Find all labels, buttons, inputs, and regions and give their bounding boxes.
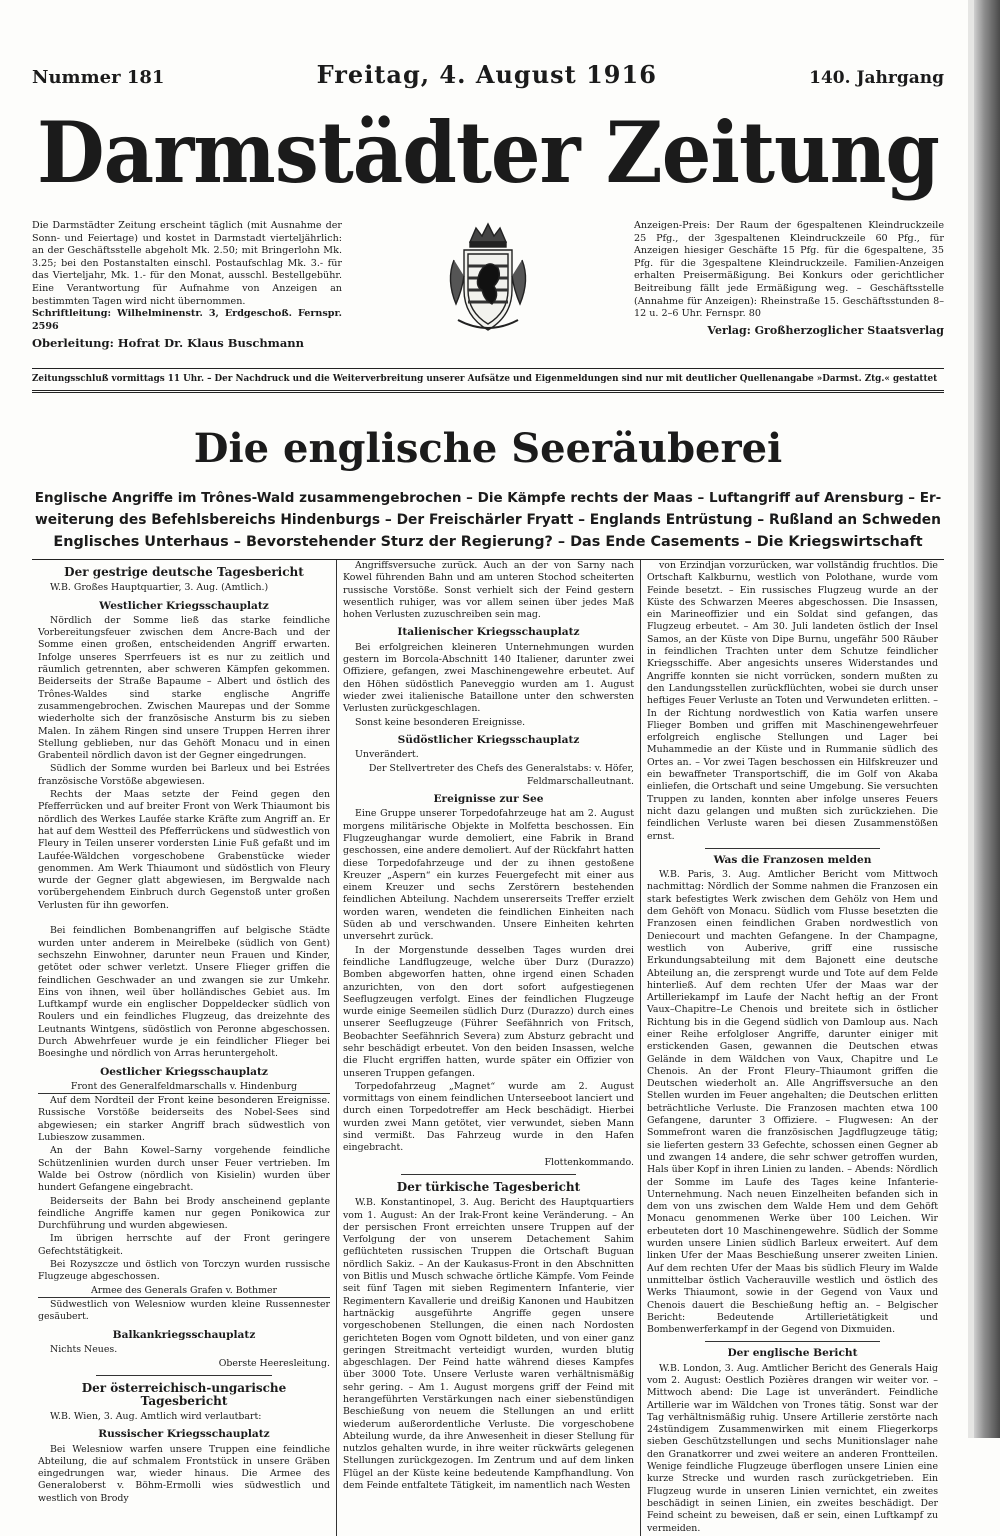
paragraph: Auf dem Nordteil der Front keine besonderen Ereignisse. Russische Vorstöße beiderseits des Nobel-Sees sind abgewiesen; ein starker Angriff brach südwestlich von Lubieszow zusammen. (38, 1095, 330, 1144)
section-heading: Der englische Bericht (727, 1347, 858, 1360)
subsection-heading: Oestlicher Kriegsschauplatz (100, 1065, 268, 1078)
paragraph: von Erzindjan vorzurücken, war vollständig fruchtlos. Die Ortschaft Kalkburnu, westlich von Polothane, wurde vom Feinde besetzt. – Ein russisches Flugzeug wurde an der Küste des Schwarzen Meeres abgeschossen. Die Insassen, ein Marineoffizier und ein Soldat sind gefangen, das Flugzeug erbeutet. – Am 30. Juli landeten östlich der Insel Samos, an der Küste von Dipe Burnu, ungefähr 500 Räuber in feindlichen Trachten unter dem Schutze feindlicher Kriegsschiffe. Aber angesichts unseres Widerstandes und Angriffe konnten sie nicht vorrücken, sondern mußten zu den Landungsstellen zurückflüchten, wobei sie durch unser heftiges Feuer Verluste an Toten und Verwundeten erlitten. – In der Richtung nordwestlich von Katia warfen unsere Flieger Bomben und griffen mit Maschinengewehrfeuer erfolgreich englische Stellungen und Lager bei Muhammedie an der Küste und in Rummanie südlich des Ortes an. – Vor zwei Tagen beschossen ein Hilfskreuzer und ein bewaffneter Transportschiff, die im Golf von Akaba einliefen, die Ortschaft und seine Umgebung. Sie versuchten Truppen zu landen, konnten aber infolge unseres Feuers nicht dazu gelangen und mußten sich zurückziehen. Die feindlichen Verluste waren bei diesen Zusammenstößen ernst. (647, 560, 938, 842)
editorial-office: Schriftleitung: Wilhelminenstr. 3, Erdgeschoß. Fernspr. 2596 (32, 308, 342, 332)
army-heading: Armee des Generals Grafen v. Bothmer (38, 1285, 330, 1298)
paragraph: Bei erfolgreichen kleineren Unternehmungen wurden gestern im Borcola-Abschnitt 140 Italiener, darunter zwei Offiziere, gefangen, zwei Maschinengewehre erbeutet. Auf den Höhen südöstlich Paneveggio wurden am 1. August wieder zwei italienische Bataillone unter den schwersten Verlusten zurückgeschlagen. (343, 641, 634, 715)
section-heading: Was die Franzosen melden (713, 853, 872, 866)
masthead: Darmstädter Zeitung (37, 104, 939, 203)
section-heading: Der türkische Tagesbericht (396, 1179, 581, 1194)
signature: Oberste Heeresleitung. (218, 1358, 330, 1370)
dateline (32, 60, 944, 98)
subsection-heading: Südöstlicher Kriegsschauplatz (397, 733, 580, 746)
ad-price-text: Anzeigen-Preis: Der Raum der 6gespaltenen Kleindruckzeile 25 Pfg., der 3gespaltenen Kleindruckzeile 60 Pfg., für Anzeigen hiesiger Geschäfte 15 Pfg. für die 6gespaltene, 35 Pfg. für die 3gespaltene Kleindruckzeile. Familien-Anzeigen erhalten Preisermäßigung. Bei Konkurs oder gerichtlicher Beitreibung fällt jede Ermäßigung weg. – Geschäftsstelle (Annahme für Anzeigen): Rheinstraße 15. Geschäftsstunden 8–12 u. 2–6 Uhr. Fernspr. 80 (634, 220, 944, 320)
divider (705, 1341, 880, 1342)
paragraph: Angriffsversuche zurück. Auch an der von Sarny nach Kowel führenden Bahn und am unteren Stochod scheiterten russische Vorstöße. Sonst verhielt sich der Feind gestern wesentlich ruhiger, was vor allem seinen über jedes Maß hohen Verlusten zuzuschreiben sein mag. (343, 560, 634, 621)
reprint-notice: Zeitungsschluß vormittags 11 Uhr. – Der Nachdruck und die Weiterverbreitung unserer Aufsätze und Eigenmeldungen sind nur mit deutlicher Quellenangabe »Darmst. Ztg.« gestattet (32, 368, 944, 393)
coat-of-arms (413, 220, 563, 366)
publisher: Verlag: Großherzoglicher Staatsverlag (707, 323, 944, 337)
book-binding-edge (974, 0, 1000, 1438)
signature: Flottenkommando. (544, 1156, 634, 1168)
column-2 (336, 560, 640, 1536)
section-heading: Der österreichisch-ungarische Tagesbericht (81, 1381, 287, 1408)
paragraph: Eine Gruppe unserer Torpedofahrzeuge hat am 2. August morgens militärische Objekte in Molfetta beschossen. Ein Flugzeughangar wurde demoliert, eine Fabrik in Brand geschossen, eine andere demoliert. Auf der Rückfahrt hatten diese Torpedofahrzeuge und der zu ihnen gestoßene Kreuzer „Aspern“ ein kurzes Feuergefecht mit einer aus einem Kreuzer und sechs Zerstörern bestehenden feindlichen Abteilung. Nachdem unsererseits Treffer erzielt worden waren, wendeten die feindlichen Einheiten nach Süden ab und verschwanden. Unsere Einheiten kehrten unversehrt zurück. (343, 808, 634, 943)
subsection-heading: Balkankriegsschauplatz (112, 1328, 256, 1341)
issue-number: Nummer 181 (32, 67, 165, 88)
paragraph: Bei Rozyszcze und östlich von Torczyn wurden russische Flugzeuge abgeschossen. (38, 1259, 330, 1283)
paragraph: Rechts der Maas setzte der Feind gegen den Pfefferrücken und auf breiter Front von Werk Thiaumont bis nördlich des Werkes Laufée starke Kräfte zum Angriff an. Er hat auf dem Westteil des Pfefferrückens und südwestlich von Fleury in Teilen unserer vordersten Linie Fuß gefaßt und im Laufée-Wäldchen vorgeschobene Grabenstücke wieder genommen. Am Werk Thiaumont und südöstlich von Fleury wurde der Gegner glatt abgewiesen, im Bergwalde nach vorübergehendem Einbruch durch Gegenstoß unter großen Verlusten für ihn geworfen. (38, 789, 330, 911)
subscription-info (32, 220, 342, 366)
paragraph: Südwestlich von Welesniow wurden kleine Russennester gesäubert. (38, 1298, 330, 1323)
subsection-heading: Russischer Kriegsschauplatz (98, 1428, 270, 1441)
paragraph: Beiderseits der Bahn bei Brody anscheinend geplante feindliche Angriffe kamen nur gegen Ponikowica zur Durchführung und wurden abgewiesen. (38, 1195, 330, 1232)
paragraph: Nichts Neues. (50, 1343, 118, 1355)
subheadlines (32, 487, 944, 553)
column-1 (32, 560, 336, 1536)
paragraph: An der Bahn Kowel–Sarny vorgehende feindliche Schützenlinien wurden durch unser Feuer vertrieben. Im Walde bei Ostrow (nördlich von Kisielin) wurden über hundert Gefangene eingebracht. (38, 1145, 330, 1194)
divider (96, 1375, 271, 1376)
paragraph: In der Morgenstunde desselben Tages wurden drei feindliche Landflugzeuge, welche über Durz (Durazzo) Bomben abgeworfen hatten, ohne irgend einen Schaden anzurichten, von den dort sofort aufgestiegenen Seeflugzeugen verfolgt. Eines der feindlichen Flugzeuge wurde einige Seemeilen südlich Durz (Durazzo) durch eines unserer Seeflugzeuge (Führer Seefähnrich von Fritsch, Beobachter Seefähnrich Severa) zum Absturz gebracht und sehr beschädigt erbeutet. Von den beiden Insassen, welche die Flucht ergriffen hatten, wurde später ein Offizier von unseren Truppen gefangen. (343, 944, 634, 1079)
subsection-heading: Ereignisse zur See (433, 793, 544, 806)
signature: Der Stellvertreter des Chefs des Generalstabs: v. Höfer, Feldmarschalleutnant. (368, 763, 634, 787)
section-heading: Der gestrige deutsche Tagesbericht (64, 565, 304, 579)
article-columns (32, 559, 944, 1536)
hessian-lion-crest-icon (440, 220, 536, 338)
paragraph: Torpedofahrzeug „Magnet“ wurde am 2. August vormittags von einem feindlichen Unterseeboot lanciert und durch einen Torpedotreffer am Heck beschädigt. Hierbei wurden zwei Mann getötet, vier verwundet, sieben Mann sind vermißt. Das Fahrzeug wurde in den Hafen eingebracht. (343, 1080, 634, 1154)
volume-year: 140. Jahrgang (809, 68, 944, 88)
divider (705, 848, 880, 849)
column-3 (640, 560, 944, 1536)
subsection-heading: Westlicher Kriegsschauplatz (99, 599, 269, 612)
issue-date: Freitag, 4. August 1916 (316, 60, 657, 89)
subheadline-row: weiterung des Befehlsbereichs Hindenburgs – Der Freischärler Fryatt – Englands Entrüstung – Rußland an Schweden (35, 512, 941, 528)
subheadline-row: Englische Angriffe im Trônes-Wald zusammengebrochen – Die Kämpfe rechts der Maas – Luftangriff auf Arensburg – Er- (34, 490, 942, 506)
paragraph: Im übrigen herrschte auf der Front geringere Gefechtstätigkeit. (38, 1233, 330, 1257)
advertising-info (634, 220, 944, 366)
paragraph: Nördlich der Somme ließ das starke feindliche Vorbereitungsfeuer zwischen dem Ancre-Bach und der Somme einen großen, entscheidenden Angriff erwarten. Infolge unseres Sperrfeuers ist es nur zu zeitlich und räumlich getrennten, aber schweren Kämpfen gekommen. Beiderseits der Straße Bapaume – Albert und östlich des Trônes-Waldes sind starke englische Angriffe zusammengebrochen. Zwischen Maurepas und der Somme wiederholte sich der französische Ansturm bis zu sieben Malen. In zähem Ringen sind unsere Truppen Herren ihrer Stellung geblieben, nur das Gehöft Monacu und in einen Grabenteil nördlich davon ist der Gegner eingedrungen. (38, 614, 330, 762)
paragraph: W.B. Paris, 3. Aug. Amtlicher Bericht vom Mittwoch nachmittag: Nördlich der Somme nahmen die Franzosen ein stark befestigtes Werk zwischen dem Gehölz von Hem und dem Gehöft von Monacu. Südlich vom Flusse besetzten die Franzosen einen feindlichen Graben nordwestlich von Deniecourt und machten Gefangene. In der Champagne, westlich von Auberive, griff eine russische Erkundungsabteilung mit dem Bajonett eine deutsche Abteilung an, die zersprengt wurde und Tote auf dem Felde hinterließ. Auf dem rechten Ufer der Maas war der Artilleriekampf im Laufe der Nacht heftig an der Front Vaux–Chapitre–Le Chenois und breitete sich in östlicher Richtung bis in die Gegend südlich von Damloup aus. Nach einer Reihe erfolgloser Angriffe, darunter einiger mit erstickenden Gasen, gewannen die Deutschen etwas Gelände in dem Wäldchen von Vaux, Chapitre und Le Chenois. An der Front Fleury–Thiaumont griffen die Deutschen wiederholt an. Alle Angriffsversuche an den Stellen wurden im Feuer angehalten; die Deutschen erlitten beträchtliche Verluste. Die Franzosen machten etwa 100 Gefangene, darunter 3 Offiziere. – Flugwesen: An der Sommefront waren die französischen Jagdflugzeuge tätig; sie lieferten gestern 33 Gefechte, schossen einen Gegner ab und zwangen 14 andere, die sehr schwer getroffen wurden, Hals über Kopf in ihren Linien zu landen. – Abends: Nördlich der Somme im Laufe des Tages keine Infanterie-Unternehmung. Nach neuen Einzelheiten befanden sich in dem von uns zwischen dem Walde Hem und dem Gehöft Monacu genommenen Werke über 100 Leichen. Wir erbeuteten dort 10 Maschinengewehre. Südlich der Somme wurden unsere Linien südlich Barleux erweitert. Auf dem linken Ufer der Maas Beschießung unserer zweiten Linien. Auf dem rechten Ufer der Maas bis südlich Fleury im Walde unmittelbar östlich Vacherauville westlich und östlich des Werks Thiaumont, sowie in der Gegend von Vaux und Chenois dauert die Beschießung heftig an. – Belgischer Bericht: Bedeutende Artillerietätigkeit und Bombenwerferkampf in der Gegend von Dixmuiden. (647, 869, 938, 1336)
newspaper-page (32, 60, 944, 1536)
paragraph: W.B. London, 3. Aug. Amtlicher Bericht des Generals Haig vom 2. August: Oestlich Pozières drangen wir weiter vor. – Mittwoch abend: Die Lage ist unverändert. Feindliche Artillerie war im Wäldchen von Trones tätig. Sonst war der Tag verhältnismäßig ruhig. Unsere Artillerie zerstörte nach 24stündigem Zusammenwirken mit einem Fliegerkorps sieben Geschützstellungen und sechs Munitionslager nahe den Granatkorrer und zwei weitere an anderen Frontteilen. Wenige feindliche Flugzeuge überflogen unsere Linien eine kurze Strecke und wurden rasch zurückgetrieben. Ein Flugzeug wurde in unseren Linien vernichtet, ein zweites beschädigt in seinen Linien, ein zweites beschädigt. Der Feind scheint zu beweisen, daß er sein, einen Luftkampf zu vermeiden. (647, 1362, 938, 1534)
chief-editor: Oberleitung: Hofrat Dr. Klaus Buschmann (32, 336, 305, 351)
paragraph: Sonst keine besonderen Ereignisse. (355, 716, 526, 728)
paragraph: Bei Welesniow warfen unsere Truppen eine feindliche Abteilung, die auf schmalem Frontstück in unsere Gräben eingedrungen war, wieder hinaus. Die Armee des Generaloberst v. Böhm-Ermolli wies südwestlich und westlich von Brody (38, 1443, 330, 1504)
divider (401, 1174, 576, 1175)
dateline: W.B. Wien, 3. Aug. Amtlich wird verlautbart: (50, 1411, 262, 1422)
paragraph: Bei feindlichen Bombenangriffen auf belgische Städte wurden unter anderem in Meirelbeke (südlich von Gent) sechszehn Einwohner, darunter neun Frauen und Kinder, getötet oder schwer verletzt. Unsere Flieger griffen die feindlichen Geschwader an und zwangen sie zur Umkehr. Eins von ihnen, weil über holländisches Gebiet aus. Im Luftkampf wurde ein englischer Doppeldecker südlich von Roulers und ein feindliches Flugzeug, das dreizehnte des Leutnants Wintgens, südöstlich von Peronne abgeschossen. Durch Abwehrfeuer wurde je ein feindlicher Flieger bei Boesinghe und nördlich von Arras heruntergeholt. (38, 925, 330, 1060)
paragraph: Unverändert. (355, 749, 419, 761)
paragraph: W.B. Konstantinopel, 3. Aug. Bericht des Hauptquartiers vom 1. August: An der Irak-Front keine Veränderung. – An der persischen Front erreichten unsere Truppen auf der Verfolgung der von unserem Detachement Sahim geflüchteten russischen Truppen die Ortschaft Buguan nördlich Sakiz. – An der Kaukasus-Front in den Abschnitten von Bitlis und Musch schwache örtliche Kämpfe. Vom Feinde seit fünf Tagen mit sieben Regimentern Infanterie, vier Regimentern Kavallerie und dreißig Kanonen und Haubitzen hartnäckig ausgeführte Angriffe gegen unsere vorgeschobenen Stellungen, die einen nach Nordosten gerichteten Bogen vom Ognott bildeten, und von einer ganz geringen Streitmacht verteidigt wurden, wurden blutig abgeschlagen. Der Feind hatte während dieses Kampfes über 3000 Tote. Unsere Verluste waren verhältnismäßig sehr gering. – Am 1. August morgens griff der Feind mit herangeführten Verstärkungen nach einer siebenstündigen Beschießung von neuem die Stellungen an und erlitt wiederum außerordentliche Verluste. Die vorgeschobene Abteilung wurde, da ihre Anwesenheit in dieser Stellung für nutzlos gehalten wurde, in ihre weiter rückwärts gelegenen Stellungen zurückgezogen. Im Zentrum und auf dem linken Flügel an der Küste keine bedeutende Kampfhandlung. Von dem Feinde entfaltete Tätigkeit, im namentlich nach Westen (343, 1197, 634, 1492)
army-group-heading: Front des Generalfeldmarschalls v. Hindenburg (38, 1081, 330, 1094)
dateline: W.B. Großes Hauptquartier, 3. Aug. (Amtlich.) (50, 582, 269, 594)
paragraph: Südlich der Somme wurden bei Barleux und bei Estrées französische Vorstöße abgewiesen. (38, 763, 330, 787)
subheadline-row: Englisches Unterhaus – Bevorstehender Sturz der Regierung? – Das Ende Casements – Die Kriegswirtschaft (53, 534, 923, 550)
main-headline: Die englische Seeräuberei (193, 425, 783, 472)
subscription-text: Die Darmstädter Zeitung erscheint täglich (mit Ausnahme der Sonn- und Feiertage) und kostet in Darmstadt vierteljährlich: an der Geschäftsstelle abgeholt Mk. 2.50; mit Bringerlohn Mk. 3.25; bei den Postanstalten einschl. Postaufschlag Mk. 3.- für das Vierteljahr, Mk. 1.- für den Monat, ausschl. Bestellgebühr. Eine Verantwortung für Aufnahme von Anzeigen an bestimmten Tagen wird nicht übernommen. (32, 220, 342, 307)
info-block (32, 220, 944, 366)
subsection-heading: Italienischer Kriegsschauplatz (397, 626, 580, 639)
